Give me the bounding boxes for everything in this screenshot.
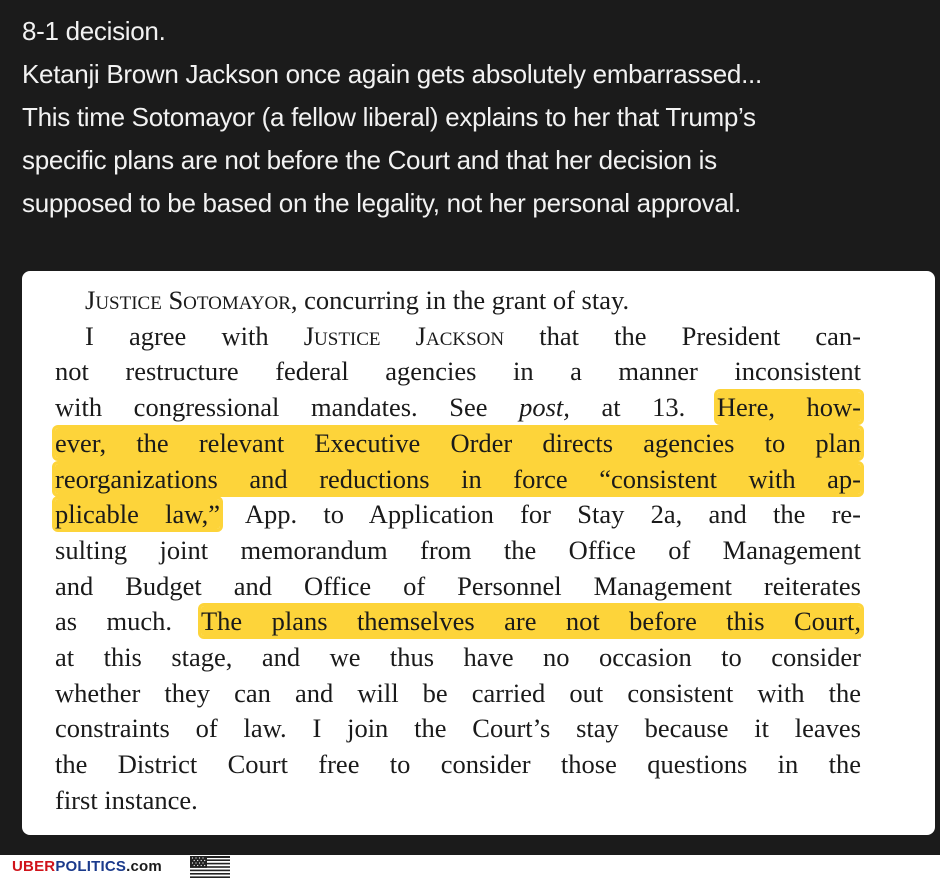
opinion-line: as much. The plans themselves are not before this Court, (55, 606, 861, 637)
opinion-line: and Budget and Office of Personnel Management reiterates (55, 570, 861, 601)
post-paragraph (22, 96, 922, 225)
opinion-line: with congressional mandates. See post, at 13. Here, how- (55, 392, 862, 423)
opinion-line: not restructure federal agencies in a manner inconsistent (55, 356, 861, 387)
highlight: reorganizations and reductions in force “consistent with ap- (55, 463, 861, 494)
opinion-line: sulting joint memorandum from the Office of Management (55, 534, 861, 565)
footer-bar (0, 855, 940, 880)
post-line-decision: 8-1 decision. (22, 16, 166, 46)
justice-name: Justice Jackson (303, 320, 505, 351)
post-text (22, 10, 922, 225)
highlight: Here, how- (716, 392, 862, 423)
highlight: ever, the relevant Executive Order directs agencies to plan (55, 427, 861, 458)
us-flag-icon (190, 856, 230, 878)
opinion-excerpt-card (22, 271, 935, 835)
opinion-line: first instance. (55, 784, 198, 815)
post-paragraph-line: This time Sotomayor (a fellow liberal) explains to her that Trump’s (22, 102, 756, 132)
opinion-line-highlighted (55, 462, 861, 498)
opinion-line: I agree with Justice Jackson that the President can- (85, 320, 861, 351)
opinion-line: whether they can and will be carried out consistent with the (55, 677, 861, 708)
justice-name: Justice Sotomayor (85, 285, 291, 315)
post-line-jackson: Ketanji Brown Jackson once again gets absolutely embarrassed... (22, 59, 762, 89)
opinion-text (55, 283, 861, 819)
opinion-line: constraints of law. I join the Court’s stay because it leaves (55, 713, 861, 744)
opinion-line: plicable law,” App. to Application for Stay 2a, and the re- (55, 499, 861, 530)
post-paragraph-line: supposed to be based on the legality, not her personal approval. (22, 188, 741, 218)
highlight: The plans themselves are not before this Court, (200, 606, 861, 637)
brand-logo[interactable]: UBERPOLITICS.com (12, 858, 162, 875)
highlight: plicable law,” (55, 499, 221, 530)
opinion-line: the District Court free to consider those questions in the (55, 749, 861, 780)
opinion-line-highlighted (55, 426, 861, 462)
opinion-heading: Justice Sotomayor, concurring in the grant of stay. (85, 285, 630, 315)
citation-post: post, (519, 392, 570, 423)
opinion-line: at this stage, and we thus have no occasion to consider (55, 642, 861, 673)
post-paragraph-line: specific plans are not before the Court and that her decision is (22, 145, 717, 175)
